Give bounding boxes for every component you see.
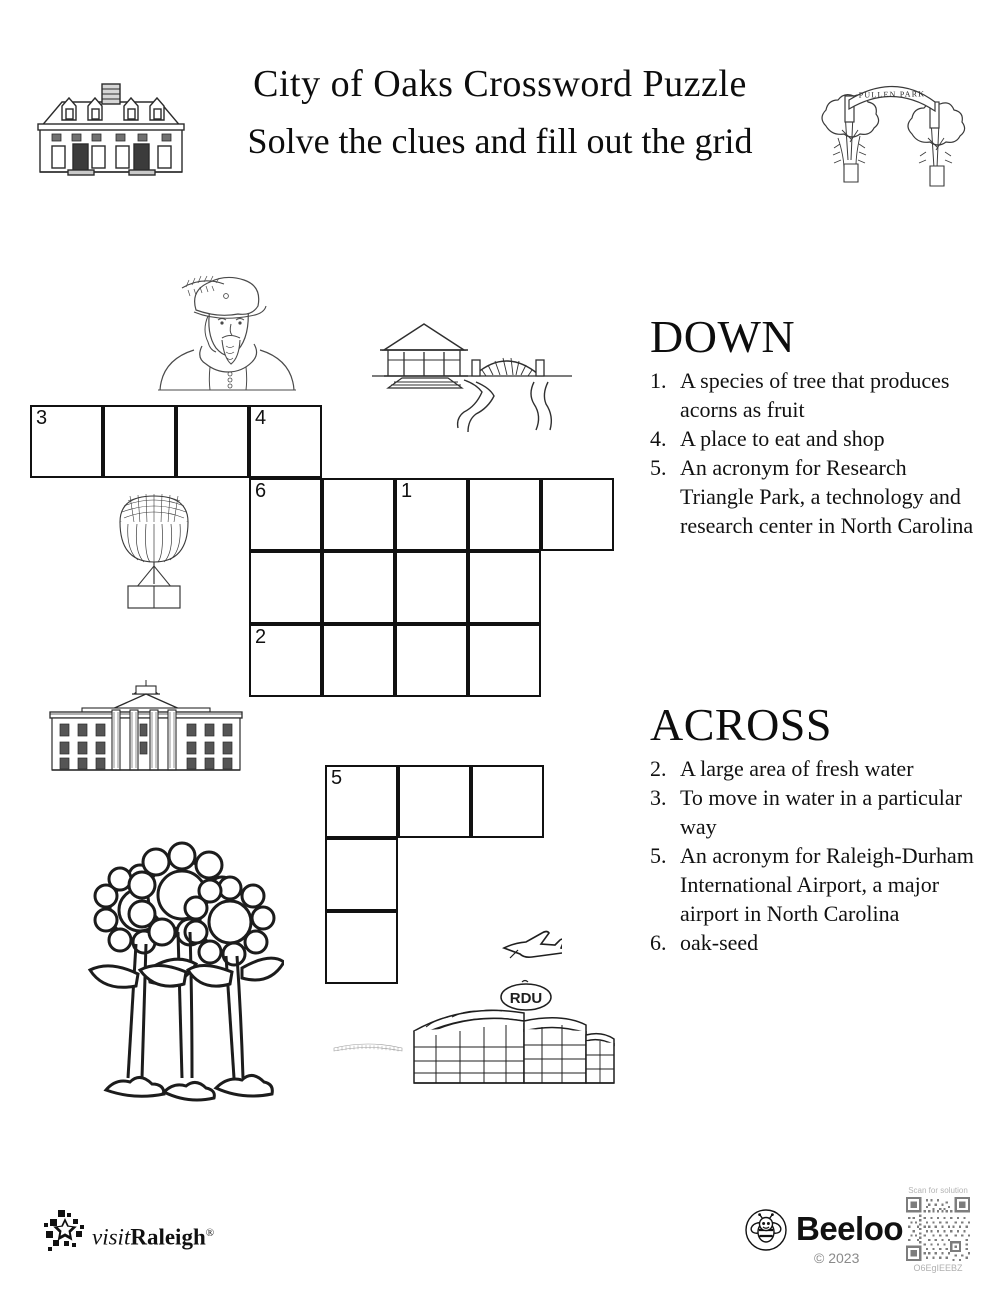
crossword-cell[interactable] (468, 478, 541, 551)
clue-number: 3. (650, 785, 667, 810)
crossword-cell[interactable] (325, 838, 398, 911)
raleigh-word: Raleigh (130, 1224, 206, 1250)
svg-text:RDU: RDU (509, 990, 543, 1007)
beeloo-logo (744, 1208, 904, 1270)
copyright-text: © 2023 (814, 1250, 860, 1266)
crossword-cell[interactable] (322, 478, 395, 551)
crossword-cell-6[interactable] (249, 478, 322, 551)
cell-number: 5 (331, 767, 343, 789)
cell-number: 2 (255, 626, 267, 648)
clue-item (650, 424, 980, 453)
down-clue-list (650, 366, 980, 540)
across-clues-section (650, 700, 980, 957)
clue-item (650, 453, 980, 540)
pullen-park-sign-illustration (812, 78, 990, 190)
historic-house-illustration (32, 80, 190, 180)
beeloo-wordmark: Beeloo (796, 1210, 904, 1247)
clue-text: A species of tree that produces acorns as fruit (680, 368, 950, 422)
clue-number: 2. (650, 756, 667, 781)
down-heading: DOWN (650, 311, 796, 362)
crossword-cell[interactable] (176, 405, 249, 478)
runway-illustration (330, 1036, 406, 1054)
crossword-cell-1[interactable] (395, 478, 468, 551)
clue-text: To move in water in a particular way (680, 785, 962, 839)
clue-number: 5. (650, 843, 667, 868)
cell-number: 6 (255, 480, 267, 502)
state-capitol-illustration (40, 680, 252, 772)
across-clue-list (650, 754, 980, 957)
crossword-cell[interactable] (395, 551, 468, 624)
gazebo-lake-illustration (372, 320, 572, 432)
clue-number: 1. (650, 368, 667, 393)
crossword-cell[interactable] (471, 765, 544, 838)
page-subtitle: Solve the clues and fill out the grid (247, 121, 753, 162)
clue-text: A place to eat and shop (680, 426, 885, 451)
crossword-cell[interactable] (541, 478, 614, 551)
visit-raleigh-logo (44, 1206, 244, 1258)
visit-word: visit (92, 1224, 131, 1250)
crossword-cell[interactable] (322, 624, 395, 697)
qr-caption: Scan for solution (908, 1186, 968, 1195)
crossword-cell[interactable] (322, 551, 395, 624)
clue-text: oak-seed (680, 930, 759, 955)
cell-number: 1 (401, 480, 413, 502)
visit-raleigh-wordmark (92, 1220, 214, 1251)
qr-code-text: O6EgIEEBZ (913, 1263, 963, 1273)
clue-item (650, 928, 980, 957)
crossword-cell[interactable] (325, 911, 398, 984)
clue-number: 5. (650, 455, 667, 480)
clue-item (650, 783, 980, 841)
cell-number: 4 (255, 407, 267, 429)
crossword-cell[interactable] (468, 551, 541, 624)
clue-number: 4. (650, 426, 667, 451)
bee-icon (744, 1208, 788, 1252)
crossword-cell[interactable] (398, 765, 471, 838)
cell-number: 3 (36, 407, 48, 429)
header (180, 62, 820, 163)
crossword-cell[interactable] (468, 624, 541, 697)
across-heading: ACROSS (650, 699, 832, 750)
visit-raleigh-star-icon (44, 1210, 88, 1252)
crossword-cell[interactable] (395, 624, 468, 697)
clue-number: 6. (650, 930, 667, 955)
acorn-illustration (104, 482, 204, 612)
clue-item (650, 366, 980, 424)
crossword-cell-4[interactable] (249, 405, 322, 478)
down-clues-section (650, 312, 980, 540)
clue-text: An acronym for Raleigh-Durham International Airport, a major airport in North Carolina (680, 843, 974, 926)
airport-terminal-illustration (412, 995, 616, 1085)
qr-code-image[interactable] (906, 1197, 970, 1261)
crossword-cell-3[interactable] (30, 405, 103, 478)
airplane-illustration (500, 928, 562, 960)
clue-item (650, 754, 980, 783)
crossword-cell-2[interactable] (249, 624, 322, 697)
svg-text:PULLEN PARK: PULLEN PARK (858, 89, 926, 100)
qr-solution-block[interactable] (902, 1186, 974, 1278)
crossword-cell[interactable] (103, 405, 176, 478)
clue-item (650, 841, 980, 928)
crossword-cell[interactable] (249, 551, 322, 624)
clue-text: A large area of fresh water (680, 756, 914, 781)
page-title: City of Oaks Crossword Puzzle (253, 63, 747, 105)
clue-text: An acronym for Research Triangle Park, a technology and research center in North Carolina (680, 455, 974, 538)
registered-mark: ® (205, 1227, 215, 1239)
sir-walter-raleigh-portrait-illustration (152, 268, 302, 396)
dogwood-flowers-illustration (82, 840, 284, 1102)
crossword-cell-5[interactable] (325, 765, 398, 838)
